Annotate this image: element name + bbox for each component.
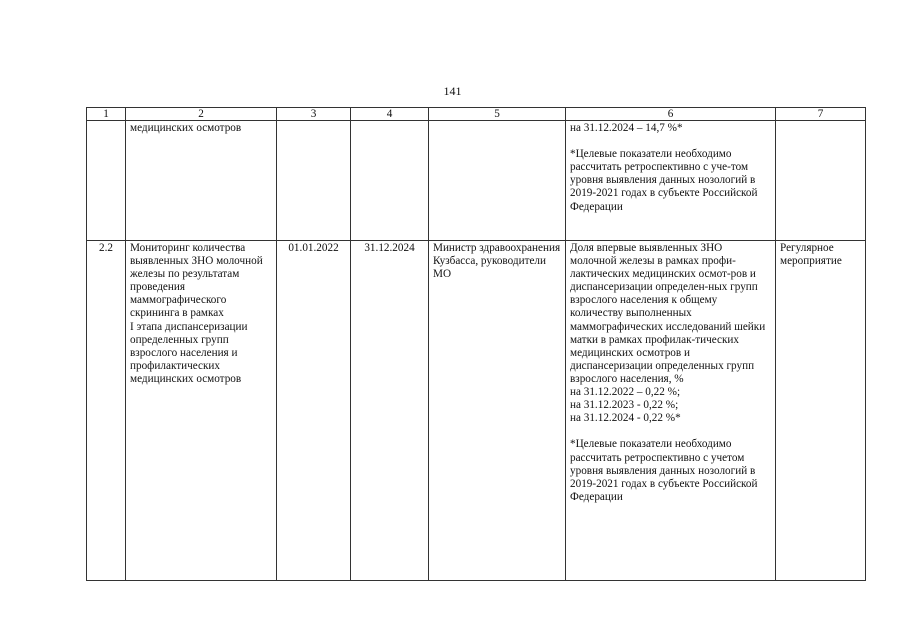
measure-type-cell: Регулярное мероприятие: [776, 241, 866, 581]
end-date-cell: [351, 121, 429, 241]
indicator-cell: на 31.12.2024 – 14,7 %* *Целевые показатели необходимо рассчитать ретроспективно с уче-том уровня выявления данных нозологий в 2019-2021 годах в субъекте Российской Федерации: [566, 121, 776, 241]
responsible-cell: Министр здравоохранения Кузбасса, руководители МО: [429, 241, 566, 581]
responsible-cell: [429, 121, 566, 241]
table-row: [87, 121, 866, 241]
table-row: [87, 241, 866, 581]
start-date-cell: [277, 121, 351, 241]
column-header: 7: [776, 108, 866, 121]
column-header: 5: [429, 108, 566, 121]
column-header: 6: [566, 108, 776, 121]
indicator-cell: Доля впервые выявленных ЗНО молочной железы в рамках профи-лактических медицинских осмот-ров и диспансеризации определен-ных групп взрослого населения к общему количеству выполненных маммографических исследований шейки матки в рамках профилак-тических медицинских осмотров и диспансеризации определенных групп взрослого населения, % на 31.12.2022 – 0,22 %; на 31.12.2023 - 0,22 %; на 31.12.2024 - 0,22 %* *Целевые показатели необходимо рассчитать ретроспективно с учетом уровня выявления данных нозологий в 2019-2021 годах в субъекте Российской Федерации: [566, 241, 776, 581]
column-header: 1: [87, 108, 126, 121]
page-number: 141: [443, 84, 462, 98]
end-date-cell: 31.12.2024: [351, 241, 429, 581]
measure-type-cell: [776, 121, 866, 241]
measures-table: [86, 107, 866, 581]
measure-name-cell: Мониторинг количества выявленных ЗНО молочной железы по результатам проведения маммографического скрининга в рамках I этапа диспансеризации определенных групп взрослого населения и профилактических медицинских осмотров: [126, 241, 277, 581]
measure-name-cell: медицинских осмотров: [126, 121, 277, 241]
column-header: 3: [277, 108, 351, 121]
start-date-cell: 01.01.2022: [277, 241, 351, 581]
measure-number-cell: 2.2: [87, 241, 126, 581]
column-header: 2: [126, 108, 277, 121]
column-header: 4: [351, 108, 429, 121]
measure-number-cell: [87, 121, 126, 241]
column-number-row: [87, 108, 866, 121]
